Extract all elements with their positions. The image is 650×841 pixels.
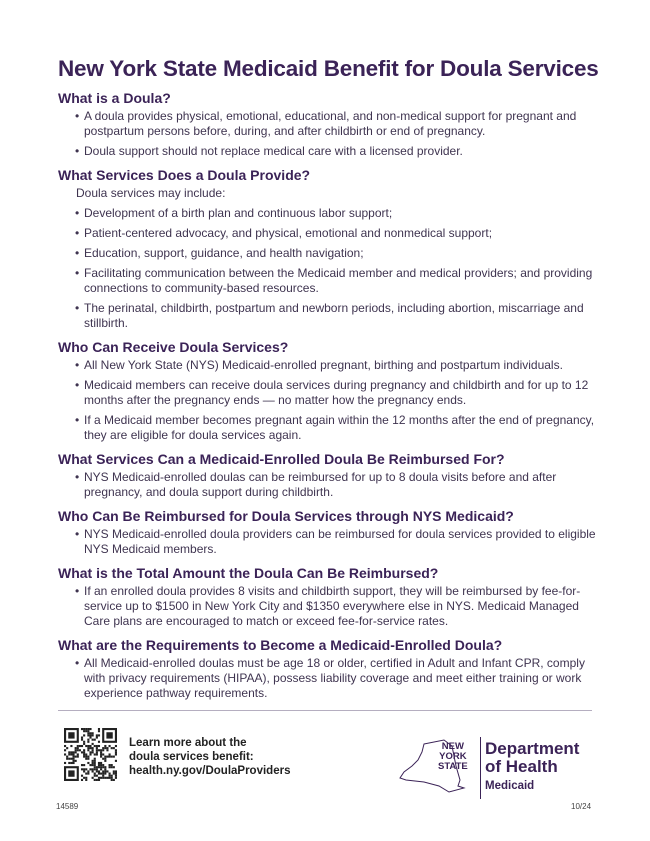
learn-url[interactable]: health.ny.gov/DoulaProviders xyxy=(129,765,291,777)
list-item: • Facilitating communication between the Medicaid member and medical providers; and providing connections to community-based resources. xyxy=(76,266,598,296)
list-item: • Development of a birth plan and continuous labor support; xyxy=(76,206,598,221)
section-heading: Who Can Be Reimbursed for Doula Services through NYS Medicaid? xyxy=(58,508,514,524)
logo-divider xyxy=(480,737,481,799)
bullet-list xyxy=(58,656,598,701)
learn-line: doula services benefit: xyxy=(129,751,254,763)
section-heading: What is a Doula? xyxy=(58,90,171,106)
bullet-list xyxy=(58,470,598,500)
list-item: • NYS Medicaid-enrolled doulas can be reimbursed for up to 8 doula visits before and after pregnancy, and doula support during childbirth. xyxy=(76,470,598,500)
document-body xyxy=(58,56,598,706)
document-code: 14589 xyxy=(56,802,79,811)
list-item: • If a Medicaid member becomes pregnant again within the 12 months after the end of pregnancy, they are eligible for doula services again. xyxy=(76,413,598,443)
section-heading: What is the Total Amount the Doula Can Be Reimbursed? xyxy=(58,565,439,581)
bullet-list xyxy=(58,527,598,557)
learn-more-text xyxy=(129,736,290,778)
list-item: • Education, support, guidance, and health navigation; xyxy=(76,246,598,261)
bullet-list xyxy=(58,206,598,331)
doh-line: Department xyxy=(485,739,580,758)
list-item: • If an enrolled doula provides 8 visits and childbirth support, they will be reimbursed by fee-for-service up to $1500 in New York City and $1350 everywhere else in NYS. Medicaid Managed Care plans are encouraged to match or exceed fee-for-service rates. xyxy=(76,584,598,629)
nys-line: YORK xyxy=(439,751,467,762)
bullet-list xyxy=(58,358,598,443)
nys-logo-text xyxy=(438,742,468,772)
medicaid-label: Medicaid xyxy=(485,780,535,792)
section-heading: What are the Requirements to Become a Medicaid-Enrolled Doula? xyxy=(58,637,503,653)
department-of-health-logo xyxy=(485,740,579,776)
bullet-list xyxy=(58,109,598,159)
divider xyxy=(58,710,592,711)
nys-line: STATE xyxy=(438,761,468,772)
bullet-list xyxy=(58,584,598,629)
list-item: • The perinatal, childbirth, postpartum and newborn periods, including abortion, miscarriage and stillbirth. xyxy=(76,301,598,331)
section-intro: Doula services may include: xyxy=(76,186,226,200)
section-heading: What Services Can a Medicaid-Enrolled Doula Be Reimbursed For? xyxy=(58,451,505,467)
list-item: • NYS Medicaid-enrolled doula providers can be reimbursed for doula services provided to eligible NYS Medicaid members. xyxy=(76,527,598,557)
learn-line: Learn more about the xyxy=(129,737,247,749)
doh-line: of Health xyxy=(485,757,558,776)
list-item: • Medicaid members can receive doula services during pregnancy and childbirth and for up to 12 months after the pregnancy ends — no matter how the pregnancy ends. xyxy=(76,378,598,408)
qr-code-icon xyxy=(63,728,118,781)
section-heading: What Services Does a Doula Provide? xyxy=(58,167,311,183)
document-date: 10/24 xyxy=(571,802,592,811)
nys-line: NEW xyxy=(441,741,464,752)
section-heading: Who Can Receive Doula Services? xyxy=(58,339,289,355)
list-item: • Patient-centered advocacy, and physical, emotional and nonmedical support; xyxy=(76,226,598,241)
list-item: • All Medicaid-enrolled doulas must be age 18 or older, certified in Adult and Infant CPR, comply with privacy requirements (HIPAA), possess liability coverage and meet either training or work experience pathway requirements. xyxy=(76,656,598,701)
list-item: • A doula provides physical, emotional, educational, and non-medical support for pregnant and postpartum persons before, during, and after childbirth or end of pregnancy. xyxy=(76,109,598,139)
list-item: • All New York State (NYS) Medicaid-enrolled pregnant, birthing and postpartum individuals. xyxy=(76,358,598,373)
page-title: New York State Medicaid Benefit for Doula Services xyxy=(58,56,599,81)
list-item: • Doula support should not replace medical care with a licensed provider. xyxy=(76,144,598,159)
